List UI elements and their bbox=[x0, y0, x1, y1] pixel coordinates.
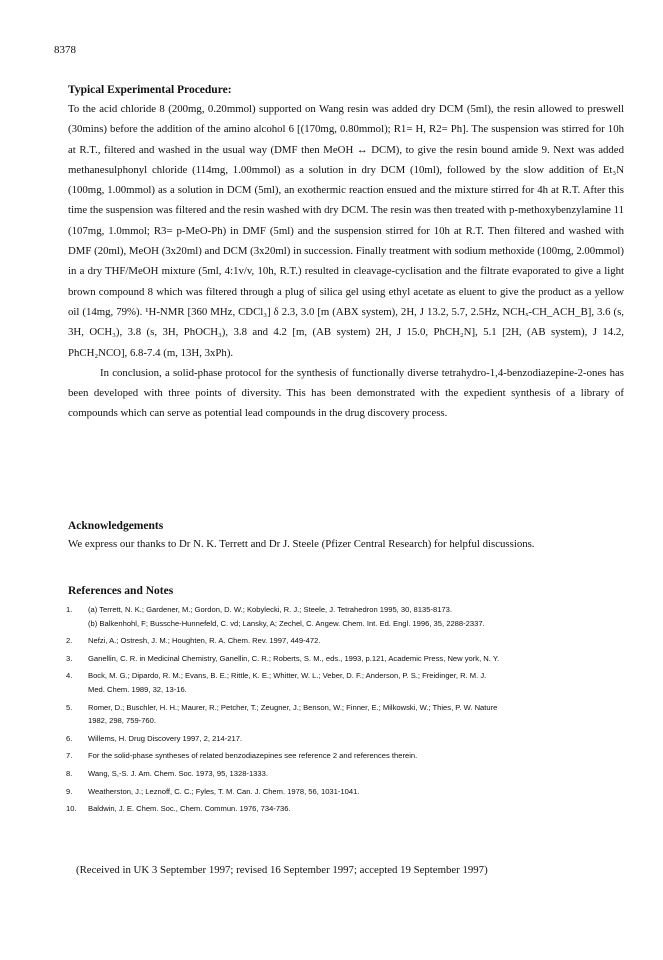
reference-item: 9. Weatherston, J.; Leznoff, C. C.; Fyles, T. M. Can. J. Chem. 1978, 56, 1031-1041. bbox=[66, 786, 360, 796]
reference-item: 3. Ganellin, C. R. in Medicinal Chemistry, Ganellin, C. R.; Roberts, S. M., eds., 1993, p.121, Academic Press, New york, N. Y. bbox=[66, 653, 500, 663]
received-dates: (Received in UK 3 September 1997; revised 16 September 1997; accepted 19 September 1997) bbox=[76, 864, 488, 876]
acknowledgements-section bbox=[68, 520, 624, 554]
reference-item: 4. Bock, M. G.; Dipardo, R. M.; Evans, B. E.; Rittle, K. E.; Whitter, W. L.; Veber, D. F.; Anderson, P. S.; Freidinger, R. M. J. Med. Chem. 1989, 32, 13-16. bbox=[66, 671, 487, 694]
references-list bbox=[68, 603, 624, 816]
reference-item: 8. Wang, S,-S. J. Am. Chem. Soc. 1973, 95, 1328-1333. bbox=[66, 768, 268, 778]
procedure-section bbox=[68, 84, 624, 424]
reference-item: 2. Nefzi, A.; Ostresh, J. M.; Houghten, R. A. Chem. Rev. 1997, 449-472. bbox=[66, 636, 321, 646]
reference-item: 1. (a) Terrett, N. K.; Gardener, M.; Gordon, D. W.; Kobylecki, R. J.; Steele, J. Tetrahedron 1995, 30, 8135-8173. (b) Balkenhohl, F; Bussche-Hunnefeld, C. vd; Lansky, A; Zechel, C. Angew. Chem. Int. Ed. Engl. 1996, 35, 2288-2337. bbox=[66, 605, 485, 628]
conclusion-paragraph: In conclusion, a solid-phase protocol for the synthesis of functionally diverse tetrahydro-1,4-benzodiazepine-2-ones has been developed with three points of diversity. This has been demonstrated with the expedient synthesis of a library of compounds which can serve as potential lead compounds in the drug discovery process. bbox=[68, 366, 624, 420]
acknowledgements-heading: Acknowledgements bbox=[68, 520, 164, 532]
acknowledgements-text: We express our thanks to Dr N. K. Terrett and Dr J. Steele (Pfizer Central Research) for helpful discussions. bbox=[68, 538, 535, 550]
reference-item: 5. Romer, D.; Buschler, H. H.; Maurer, R.; Petcher, T.; Zeugner, J.; Benson, W.; Finner, E.; Milkowski, W.; Thies, P. W. Nature 1982, 298, 759-760. bbox=[66, 702, 498, 726]
references-section bbox=[68, 585, 624, 816]
references-heading: References and Notes bbox=[68, 585, 174, 597]
procedure-heading: Typical Experimental Procedure: bbox=[68, 84, 232, 96]
reference-item: 10. Baldwin, J. E. Chem. Soc., Chem. Commun. 1976, 734-736. bbox=[66, 804, 291, 814]
reference-item: 6. Willems, H. Drug Discovery 1997, 2, 214-217. bbox=[66, 733, 243, 743]
page-number: 8378 bbox=[54, 44, 76, 56]
reference-item: 7. For the solid-phase syntheses of related benzodiazepines see reference 2 and references therein. bbox=[66, 751, 418, 761]
procedure-paragraph: To the acid chloride 8 (200mg, 0.20mmol) supported on Wang resin was added dry DCM (5ml), the resin allowed to preswell (30mins) before the addition of the amino alcohol 6 [(170mg, 0.80mmol); R1= H, R2= Ph]. The suspension was stirred for 10h at R.T., filtered and washed in the usual way (DMF then MeOH ↔ DCM), to give the resin bound amide 9. Next was added methanesulphonyl chloride (114mg, 1.00mmol) as a solution in dry DCM (10ml), followed by the slow addition of Et₃N (100mg, 1.00mmol) as a solution in DCM (5ml), an exothermic reaction ensued and the mixture stirred for 4h at R.T. After this time the suspension was filtered and the resin washed with dry DCM. The resin was then treated with p-methoxybenzylamine 11 (107mg, 1.0mmol; R3= p-MeO-Ph) in DMF (5ml) and the suspension stirred for 10h at R.T. Then filtered and washed with DMF (20ml), MeOH (3x20ml) and DCM (3x20ml) in succession. Finally treatment with sodium methoxide (100mg, 2.00mmol) in a dry THF/MeOH mixture (5ml, 4:1v/v, 10h, R.T.) resulted in cleavage-cyclisation and the filtrate evaporated to give a light brown compound 8 which was filtered through a plug of silica gel using ethyl acetate as eluent to give the product as a yellow oil (14mg, 79%). ¹H-NMR [360 MHz, CDCl₃] δ 2.3, 3.0 [m (ABX system), 2H, J 13.2, 5.7, 2.5Hz, NCHₓ-CH_ACH_B], 3.6 (s, 3H, OCH₃), 3.8 (s, 3H, PhOCH₃), 3.8 and 4.2 [m, (AB system) 2H, J 15.0, PhCH₂N], 5.1 [2H, (AB system), J 14.2, PhCH₂NCO], 6.8-7.4 (m, 13H, 3xPh). bbox=[68, 103, 624, 359]
